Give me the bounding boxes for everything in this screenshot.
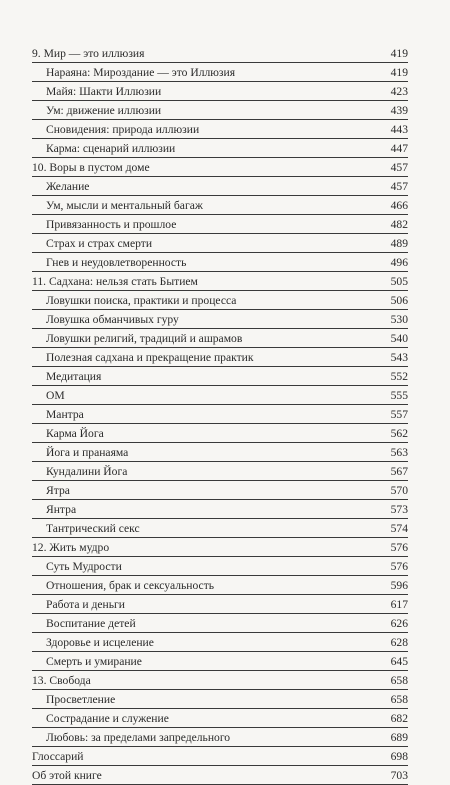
toc-entry-title: Мантра: [46, 408, 84, 421]
toc-entry-title: Ятра: [46, 484, 70, 497]
toc-section-row: [32, 481, 408, 500]
toc-page-number: 482: [390, 218, 408, 231]
toc-entry-title: Желание: [46, 180, 90, 193]
toc-page-number: 489: [390, 237, 408, 250]
toc-page-number: 423: [390, 85, 408, 98]
toc-page-number: 689: [390, 731, 408, 744]
toc-page-number: 698: [390, 750, 408, 763]
toc-entry-title: Полезная садхана и прекращение практик: [46, 351, 254, 364]
toc-section-row: [32, 728, 408, 747]
toc-entry-title: Гнев и неудовлетворенность: [46, 256, 187, 269]
toc-page-number: 557: [390, 408, 408, 421]
toc-entry-title: Глоссарий: [32, 750, 84, 763]
toc-section-row: [32, 82, 408, 101]
toc-page-number: 457: [390, 161, 408, 174]
toc-section-row: [32, 405, 408, 424]
toc-page-number: 703: [390, 769, 408, 782]
toc-page-number: 626: [390, 617, 408, 630]
toc-entry-title: Здоровье и исцеление: [46, 636, 154, 649]
toc-section-row: [32, 63, 408, 82]
toc-entry-title: Суть Мудрости: [46, 560, 122, 573]
toc-section-row: [32, 177, 408, 196]
toc-entry-title: Ловушки религий, традиций и ашрамов: [46, 332, 243, 345]
toc-section-row: [32, 310, 408, 329]
toc-page-number: 543: [390, 351, 408, 364]
toc-section-row: [32, 462, 408, 481]
toc-entry-title: Карма: сценарий иллюзии: [46, 142, 176, 155]
toc-section-row: [32, 291, 408, 310]
toc-section-row: [32, 557, 408, 576]
toc-entry-title: Работа и деньги: [46, 598, 125, 611]
toc-page-number: 505: [390, 275, 408, 288]
toc-section-row: [32, 196, 408, 215]
toc-page-number: 563: [390, 446, 408, 459]
toc-entry-title: Привязанность и прошлое: [46, 218, 177, 231]
toc-page-number: 645: [390, 655, 408, 668]
toc-chapter-row: [32, 747, 408, 766]
toc-section-row: [32, 519, 408, 538]
toc-section-row: [32, 348, 408, 367]
toc-page-number: 540: [390, 332, 408, 345]
toc-page-number: 457: [390, 180, 408, 193]
toc-section-row: [32, 652, 408, 671]
toc-page-number: 447: [390, 142, 408, 155]
toc-entry-title: Отношения, брак и сексуальность: [46, 579, 215, 592]
toc-entry-title: Смерть и умирание: [46, 655, 142, 668]
toc-page-number: 555: [390, 389, 408, 402]
toc-entry-title: Ум, мысли и ментальный багаж: [46, 199, 203, 212]
toc-page-number: 573: [390, 503, 408, 516]
toc-page-number: 682: [390, 712, 408, 725]
toc-page-number: 443: [390, 123, 408, 136]
toc-entry-title: Страх и страх смерти: [46, 237, 153, 250]
table-of-contents: [32, 44, 408, 785]
toc-page-number: 617: [390, 598, 408, 611]
toc-chapter-row: [32, 671, 408, 690]
toc-section-row: [32, 690, 408, 709]
toc-section-row: [32, 709, 408, 728]
toc-page-number: 596: [390, 579, 408, 592]
toc-page-number: 576: [390, 560, 408, 573]
toc-entry-title: 9. Мир — это иллюзия: [32, 47, 145, 60]
toc-section-row: [32, 234, 408, 253]
toc-page-number: 419: [390, 47, 408, 60]
toc-entry-title: 12. Жить мудро: [32, 541, 110, 554]
toc-page-number: 419: [390, 66, 408, 79]
toc-entry-title: Об этой книге: [32, 769, 102, 782]
toc-page-number: 466: [390, 199, 408, 212]
toc-page-number: 567: [390, 465, 408, 478]
toc-chapter-row: [32, 44, 408, 63]
toc-page-number: 628: [390, 636, 408, 649]
toc-page-number: 570: [390, 484, 408, 497]
toc-page-number: 552: [390, 370, 408, 383]
toc-section-row: [32, 443, 408, 462]
toc-entry-title: Медитация: [46, 370, 102, 383]
toc-entry-title: Тантрический секс: [46, 522, 140, 535]
toc-section-row: [32, 215, 408, 234]
toc-entry-title: Янтра: [46, 503, 77, 516]
toc-section-row: [32, 253, 408, 272]
toc-section-row: [32, 386, 408, 405]
toc-page-number: 576: [390, 541, 408, 554]
toc-entry-title: Любовь: за пределами запредельного: [46, 731, 231, 744]
toc-section-row: [32, 101, 408, 120]
toc-chapter-row: [32, 272, 408, 291]
toc-section-row: [32, 120, 408, 139]
toc-section-row: [32, 576, 408, 595]
toc-entry-title: Просветление: [46, 693, 116, 706]
toc-entry-title: Ум: движение иллюзии: [46, 104, 162, 117]
toc-entry-title: Ловушка обманчивых гуру: [46, 313, 179, 326]
toc-entry-title: Воспитание детей: [46, 617, 136, 630]
toc-chapter-row: [32, 158, 408, 177]
toc-page-number: 562: [390, 427, 408, 440]
toc-entry-title: Майя: Шакти Иллюзии: [46, 85, 162, 98]
toc-entry-title: Нараяна: Мироздание — это Иллюзия: [46, 66, 236, 79]
toc-section-row: [32, 500, 408, 519]
toc-page-number: 658: [390, 693, 408, 706]
toc-entry-title: Кундалини Йога: [46, 465, 128, 478]
toc-chapter-row: [32, 538, 408, 557]
toc-section-row: [32, 595, 408, 614]
toc-section-row: [32, 614, 408, 633]
toc-section-row: [32, 139, 408, 158]
toc-entry-title: Карма Йога: [46, 427, 104, 440]
toc-page-number: 506: [390, 294, 408, 307]
toc-section-row: [32, 367, 408, 386]
toc-page-number: 530: [390, 313, 408, 326]
toc-entry-title: Сострадание и служение: [46, 712, 169, 725]
toc-section-row: [32, 424, 408, 443]
toc-section-row: [32, 633, 408, 652]
toc-entry-title: ОМ: [46, 389, 65, 402]
toc-entry-title: 11. Садхана: нельзя стать Бытием: [32, 275, 198, 288]
toc-page-number: 496: [390, 256, 408, 269]
toc-entry-title: Ловушки поиска, практики и процесса: [46, 294, 237, 307]
toc-page-number: 574: [390, 522, 408, 535]
toc-entry-title: Сновидения: природа иллюзии: [46, 123, 200, 136]
toc-page-number: 658: [390, 674, 408, 687]
toc-entry-title: Йога и пранаяма: [46, 446, 129, 459]
toc-entry-title: 10. Воры в пустом доме: [32, 161, 150, 174]
toc-chapter-row: [32, 766, 408, 785]
toc-page-number: 439: [390, 104, 408, 117]
toc-section-row: [32, 329, 408, 348]
toc-entry-title: 13. Свобода: [32, 674, 91, 687]
